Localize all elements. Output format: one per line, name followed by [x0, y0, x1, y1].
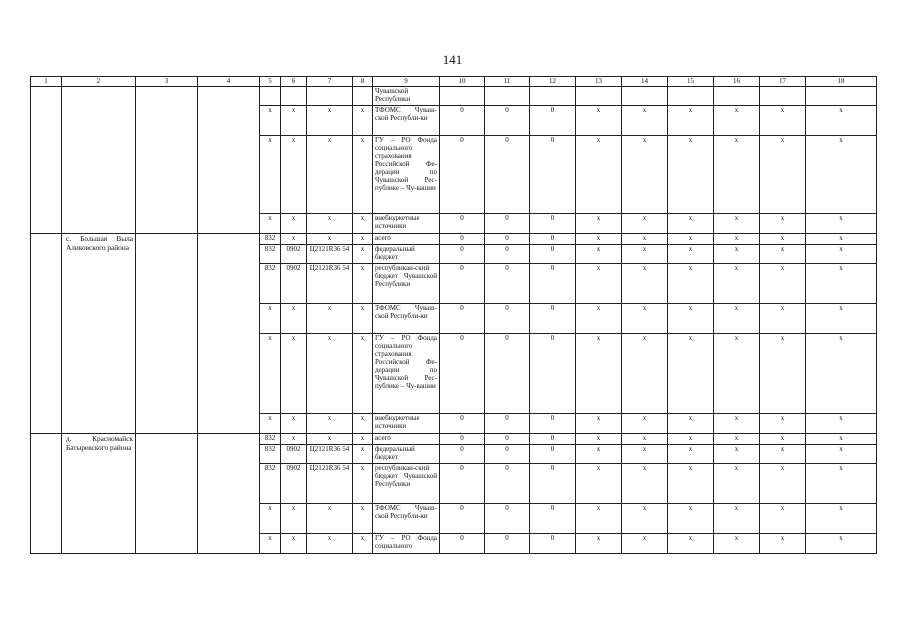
target-article-cell: x [307, 504, 353, 534]
value-cell: x [714, 334, 760, 414]
value-cell [760, 87, 806, 106]
funding-source-cell: ГУ – РО Фонда социального [373, 534, 440, 554]
ministry-code-cell: x [260, 414, 281, 434]
target-article-cell: x [307, 414, 353, 434]
value-cell: 0 [485, 414, 530, 434]
section-code-cell: x [281, 214, 307, 234]
value-cell: 0 [530, 434, 576, 445]
value-cell: x [760, 245, 806, 264]
value-cell: x [714, 304, 760, 334]
value-cell: 0 [440, 534, 485, 554]
value-cell: x [806, 414, 877, 434]
location-cell [62, 87, 136, 234]
ministry-code-cell: x [260, 534, 281, 554]
value-cell: 0 [485, 234, 530, 245]
column-number: 10 [440, 77, 485, 87]
column-number: 6 [281, 77, 307, 87]
expense-type-cell: x [353, 334, 373, 414]
value-cell: x [714, 534, 760, 554]
table-row [31, 434, 877, 445]
section-code-cell: x [281, 334, 307, 414]
column-number: 9 [373, 77, 440, 87]
target-article-cell: Ц2121R36 54 [307, 445, 353, 464]
page-number: 141 [442, 52, 463, 67]
value-cell: 0 [440, 304, 485, 334]
table-body [31, 77, 877, 554]
column-number: 15 [668, 77, 714, 87]
value-cell [576, 87, 622, 106]
section-code-cell: 0902 [281, 264, 307, 304]
ministry-code-cell: 832 [260, 234, 281, 245]
section-code-cell: x [281, 504, 307, 534]
value-cell: x [576, 504, 622, 534]
expense-type-cell: x [353, 264, 373, 304]
table-row [31, 87, 877, 106]
col-1-cell [31, 234, 62, 434]
column-number-row [31, 77, 877, 87]
column-number: 14 [622, 77, 668, 87]
value-cell: x [668, 445, 714, 464]
target-article-cell: x [307, 334, 353, 414]
value-cell: x [760, 304, 806, 334]
value-cell [622, 87, 668, 106]
value-cell: x [622, 504, 668, 534]
target-article-cell: x [307, 304, 353, 334]
value-cell: 0 [440, 136, 485, 214]
value-cell: x [668, 434, 714, 445]
column-number: 2 [62, 77, 136, 87]
value-cell: x [714, 434, 760, 445]
value-cell: x [668, 414, 714, 434]
section-code-cell: 0902 [281, 464, 307, 504]
value-cell: x [576, 304, 622, 334]
value-cell: 0 [440, 414, 485, 434]
value-cell [714, 87, 760, 106]
value-cell: 0 [530, 136, 576, 214]
target-article-cell: x [307, 214, 353, 234]
funding-source-cell: федеральный бюджет [373, 445, 440, 464]
value-cell: x [668, 106, 714, 136]
value-cell: x [622, 245, 668, 264]
target-article-cell: Ц2121R36 54 [307, 464, 353, 504]
column-number: 16 [714, 77, 760, 87]
column-number: 4 [198, 77, 260, 87]
table-row [31, 234, 877, 245]
value-cell: x [668, 534, 714, 554]
value-cell: x [622, 304, 668, 334]
value-cell: x [714, 214, 760, 234]
funding-source-cell: внебюджетные источники [373, 214, 440, 234]
value-cell: x [714, 414, 760, 434]
value-cell: x [760, 414, 806, 434]
funding-source-cell: ГУ – РО Фонда социального страхования Российской Фе-дерации по Чувашской Рес-публике – Чу-вашии [373, 136, 440, 214]
value-cell: 0 [485, 464, 530, 504]
value-cell: x [576, 445, 622, 464]
expense-type-cell: x [353, 106, 373, 136]
value-cell: x [622, 234, 668, 245]
value-cell: x [576, 534, 622, 554]
value-cell: x [760, 434, 806, 445]
expense-type-cell: x [353, 414, 373, 434]
value-cell: 0 [530, 106, 576, 136]
funding-source-cell: ТФОМС Чуваш-ской Республи-ки [373, 504, 440, 534]
value-cell: x [622, 464, 668, 504]
value-cell: 0 [440, 445, 485, 464]
column-number: 12 [530, 77, 576, 87]
value-cell: x [806, 214, 877, 234]
value-cell: x [576, 334, 622, 414]
funding-source-cell: республикан-ский бюджет Чувашской Республики [373, 464, 440, 504]
expense-type-cell: x [353, 445, 373, 464]
value-cell: x [668, 234, 714, 245]
value-cell: x [760, 234, 806, 245]
value-cell: 0 [440, 245, 485, 264]
column-number: 13 [576, 77, 622, 87]
value-cell: x [576, 136, 622, 214]
value-cell: 0 [485, 334, 530, 414]
value-cell: x [576, 464, 622, 504]
funding-source-cell: республикан-ский бюджет Чувашской Республики [373, 264, 440, 304]
target-article-cell: x [307, 434, 353, 445]
ministry-code-cell: x [260, 504, 281, 534]
value-cell: 0 [530, 234, 576, 245]
target-article-cell: Ц2121R36 54 [307, 264, 353, 304]
value-cell: x [714, 136, 760, 214]
value-cell: x [622, 414, 668, 434]
ministry-code-cell: x [260, 136, 281, 214]
section-code-cell: x [281, 136, 307, 214]
value-cell: x [806, 504, 877, 534]
section-code-cell: x [281, 106, 307, 136]
value-cell: x [806, 264, 877, 304]
value-cell: x [622, 106, 668, 136]
expense-type-cell: x [353, 534, 373, 554]
value-cell: x [806, 245, 877, 264]
value-cell: x [806, 464, 877, 504]
value-cell: 0 [485, 136, 530, 214]
col-1-cell [31, 434, 62, 554]
value-cell: 0 [485, 504, 530, 534]
col-4-cell [198, 234, 260, 434]
expense-type-cell: x [353, 464, 373, 504]
value-cell: 0 [440, 334, 485, 414]
value-cell: x [806, 445, 877, 464]
col-4-cell [198, 434, 260, 554]
column-number: 18 [806, 77, 877, 87]
value-cell: 0 [485, 304, 530, 334]
col-3-cell [136, 234, 198, 434]
value-cell: 0 [440, 464, 485, 504]
value-cell: 0 [485, 534, 530, 554]
expense-type-cell: x [353, 234, 373, 245]
value-cell: x [806, 136, 877, 214]
value-cell: x [622, 214, 668, 234]
expense-type-cell: x [353, 245, 373, 264]
ministry-code-cell: x [260, 334, 281, 414]
value-cell: x [622, 136, 668, 214]
value-cell: x [760, 106, 806, 136]
value-cell: x [668, 214, 714, 234]
col-3-cell [136, 434, 198, 554]
ministry-code-cell: x [260, 106, 281, 136]
target-article-cell: x [307, 234, 353, 245]
value-cell: x [714, 504, 760, 534]
value-cell: x [806, 534, 877, 554]
value-cell: x [576, 414, 622, 434]
value-cell: x [668, 334, 714, 414]
expense-type-cell: x [353, 304, 373, 334]
ministry-code-cell: 832 [260, 445, 281, 464]
value-cell: 0 [440, 214, 485, 234]
value-cell [485, 87, 530, 106]
value-cell [806, 87, 877, 106]
value-cell: x [622, 434, 668, 445]
value-cell: x [714, 245, 760, 264]
value-cell [440, 87, 485, 106]
value-cell: 0 [485, 106, 530, 136]
target-article-cell: x [307, 136, 353, 214]
value-cell: 0 [485, 434, 530, 445]
col-4-cell [198, 87, 260, 234]
value-cell: 0 [530, 534, 576, 554]
value-cell: x [576, 264, 622, 304]
value-cell: 0 [485, 245, 530, 264]
section-code-cell: x [281, 414, 307, 434]
value-cell: x [760, 334, 806, 414]
value-cell: x [806, 334, 877, 414]
value-cell: x [668, 245, 714, 264]
value-cell: 0 [440, 264, 485, 304]
value-cell: 0 [530, 264, 576, 304]
value-cell: 0 [530, 245, 576, 264]
section-code-cell: 0902 [281, 445, 307, 464]
value-cell: x [622, 534, 668, 554]
column-number: 1 [31, 77, 62, 87]
value-cell: x [622, 445, 668, 464]
ministry-code-cell [260, 87, 281, 106]
section-code-cell: 0902 [281, 245, 307, 264]
value-cell: x [806, 304, 877, 334]
value-cell: x [806, 434, 877, 445]
location-cell: д. Красномайск Батыревского района [62, 434, 136, 554]
value-cell: 0 [530, 334, 576, 414]
value-cell: x [714, 264, 760, 304]
target-article-cell: x [307, 534, 353, 554]
value-cell: x [576, 214, 622, 234]
value-cell: x [576, 234, 622, 245]
target-article-cell [307, 87, 353, 106]
value-cell: x [714, 445, 760, 464]
value-cell: 0 [530, 414, 576, 434]
funding-source-cell: ТФОМС Чуваш-ской Республи-ки [373, 304, 440, 334]
ministry-code-cell: x [260, 214, 281, 234]
value-cell: 0 [530, 214, 576, 234]
ministry-code-cell: 832 [260, 434, 281, 445]
value-cell: 0 [440, 106, 485, 136]
value-cell: 0 [530, 445, 576, 464]
target-article-cell: x [307, 106, 353, 136]
value-cell: x [576, 434, 622, 445]
value-cell: x [622, 334, 668, 414]
ministry-code-cell: x [260, 304, 281, 334]
funding-source-cell: всего [373, 234, 440, 245]
column-number: 17 [760, 77, 806, 87]
funding-source-cell: ТФОМС Чуваш-ской Республи-ки [373, 106, 440, 136]
value-cell: x [668, 504, 714, 534]
expense-type-cell: x [353, 504, 373, 534]
value-cell: x [760, 136, 806, 214]
location-cell: с. Большая Выла Аликовского района [62, 234, 136, 434]
value-cell: x [760, 504, 806, 534]
value-cell: x [714, 106, 760, 136]
value-cell: x [760, 264, 806, 304]
value-cell: x [806, 234, 877, 245]
value-cell [668, 87, 714, 106]
column-number: 5 [260, 77, 281, 87]
value-cell: x [760, 445, 806, 464]
expense-type-cell [353, 87, 373, 106]
value-cell: x [668, 464, 714, 504]
value-cell: x [668, 264, 714, 304]
expense-type-cell: x [353, 136, 373, 214]
funding-source-cell: федеральный бюджет [373, 245, 440, 264]
value-cell: x [576, 245, 622, 264]
value-cell: x [714, 464, 760, 504]
column-number: 3 [136, 77, 198, 87]
ministry-code-cell: 832 [260, 464, 281, 504]
section-code-cell: x [281, 234, 307, 245]
value-cell: x [668, 304, 714, 334]
value-cell: 0 [440, 504, 485, 534]
budget-table [30, 76, 877, 554]
expense-type-cell: x [353, 214, 373, 234]
value-cell: x [622, 264, 668, 304]
section-code-cell: x [281, 434, 307, 445]
funding-source-cell: внебюджетные источники [373, 414, 440, 434]
value-cell: x [806, 106, 877, 136]
value-cell: 0 [485, 445, 530, 464]
value-cell: x [760, 464, 806, 504]
column-number: 11 [485, 77, 530, 87]
ministry-code-cell: 832 [260, 264, 281, 304]
col-1-cell [31, 87, 62, 234]
target-article-cell: Ц2121R36 54 [307, 245, 353, 264]
value-cell: x [760, 534, 806, 554]
value-cell: 0 [440, 234, 485, 245]
funding-source-cell: ГУ – РО Фонда социального страхования Российской Фе-дерации по Чувашской Рес-публике – Чу-вашии [373, 334, 440, 414]
funding-source-cell: Чувашской Республики [373, 87, 440, 106]
value-cell [530, 87, 576, 106]
funding-source-cell: всего [373, 434, 440, 445]
column-number: 8 [353, 77, 373, 87]
expense-type-cell: x [353, 434, 373, 445]
col-3-cell [136, 87, 198, 234]
section-code-cell: x [281, 304, 307, 334]
section-code-cell: x [281, 534, 307, 554]
section-code-cell [281, 87, 307, 106]
column-number: 7 [307, 77, 353, 87]
value-cell: x [760, 214, 806, 234]
value-cell: 0 [440, 434, 485, 445]
value-cell: x [668, 136, 714, 214]
value-cell: 0 [485, 214, 530, 234]
value-cell: 0 [530, 304, 576, 334]
value-cell: 0 [485, 264, 530, 304]
value-cell: 0 [530, 504, 576, 534]
value-cell: x [576, 106, 622, 136]
value-cell: 0 [530, 464, 576, 504]
value-cell: x [714, 234, 760, 245]
ministry-code-cell: 832 [260, 245, 281, 264]
